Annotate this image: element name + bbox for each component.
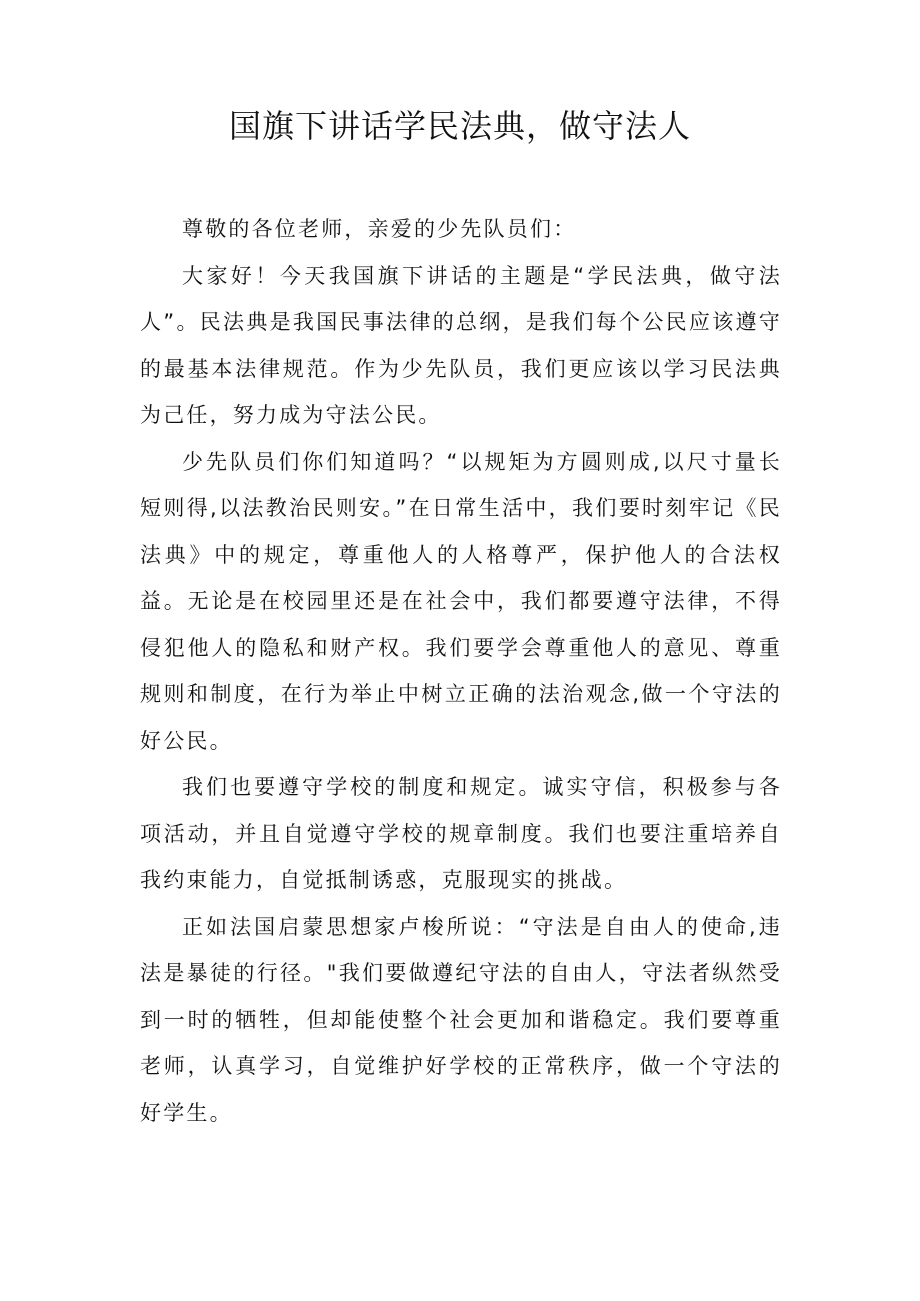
paragraph-rules: 少先队员们你们知道吗？“以规矩为方圆则成,以尺寸量长短则得,以法教治民则安。”在日常生活中，我们要时刻牢记《民法典》中的规定，尊重他人的人格尊严，保护他人的合法权益。无论是在校园里还是在社会中，我们都要遵守法律，不得侵犯他人的隐私和财产权。我们要学会尊重他人的意见、尊重规则和制度，在行为举止中树立正确的法治观念,做一个守法的好公民。 xyxy=(140,449,782,753)
paragraph-school: 我们也要遵守学校的制度和规定。诚实守信，积极参与各项活动，并且自觉遵守学校的规章制度。我们也要注重培养自我约束能力，自觉抵制诱惑，克服现实的挑战。 xyxy=(140,775,782,892)
salutation: 尊敬的各位老师，亲爱的少先队员们： xyxy=(182,217,577,241)
paragraph-greeting: 大家好！今天我国旗下讲话的主题是“学民法典，做守法人”。民法典是我国民事法律的总纲，是我们每个公民应该遵守的最基本法律规范。作为少先队员，我们更应该以学习民法典为己任，努力成为守法公民。 xyxy=(140,263,782,427)
document-body xyxy=(140,206,782,1136)
paragraph-rousseau: 正如法国启蒙思想家卢梭所说：“守法是自由人的使命,违法是暴徒的行径。"我们要做遵纪守法的自由人，守法者纵然受到一时的牺牲，但却能使整个社会更加和谐稳定。我们要尊重老师，认真学习，自觉维护好学校的正常秩序，做一个守法的好学生。 xyxy=(140,914,782,1125)
document-title: 国旗下讲话学民法典，做守法人 xyxy=(228,107,691,145)
